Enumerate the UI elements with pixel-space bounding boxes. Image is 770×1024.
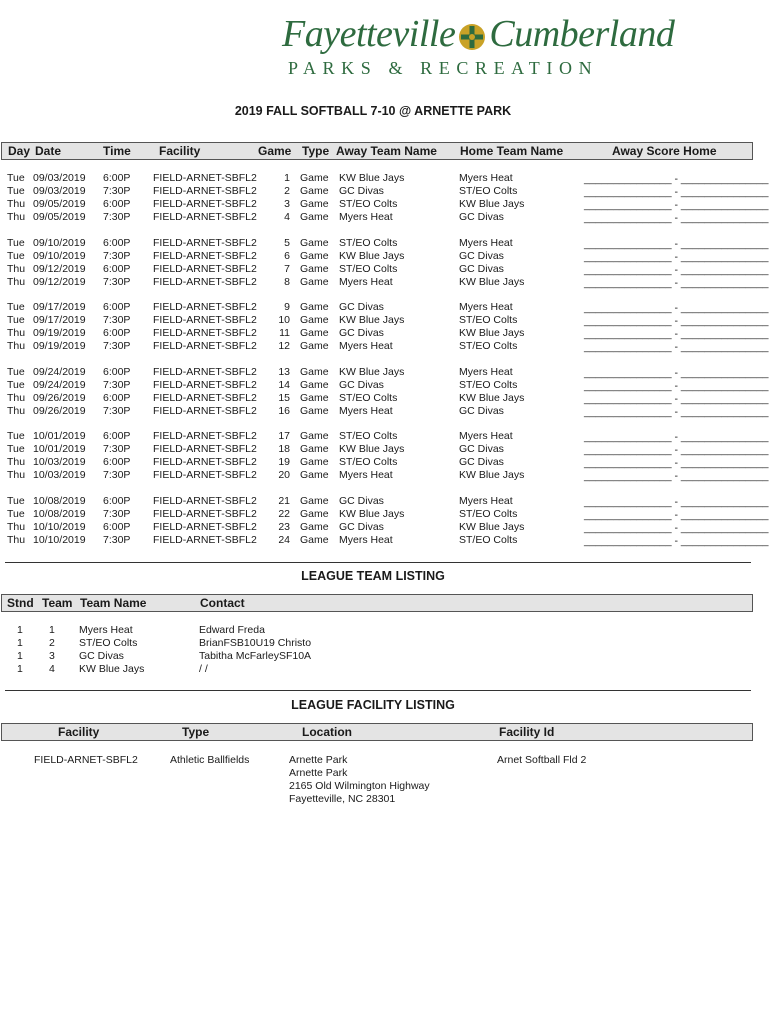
row-away-team: Myers Heat (339, 340, 393, 353)
row-away-team: GC Divas (339, 378, 384, 391)
row-type: Game (300, 404, 329, 417)
col-away: Away Team Name (336, 144, 437, 158)
row-date: 10/10/2019 (33, 521, 86, 533)
row-type: Game (300, 378, 329, 391)
col-contact: Contact (200, 596, 245, 610)
row-game-number: 24 (278, 534, 290, 546)
team-header-row (1, 594, 753, 612)
score-entry-blank[interactable]: _______________ - _______________ (584, 186, 769, 198)
row-facility: FIELD-ARNET-SBFL2 (153, 275, 257, 288)
row-team: 4 (49, 663, 55, 675)
score-entry-blank[interactable]: _______________ - _______________ (584, 173, 769, 185)
row-type: Game (300, 443, 329, 456)
row-day: Tue (7, 172, 25, 184)
row-game-number: 21 (278, 495, 290, 507)
row-day: Thu (7, 275, 26, 288)
row-day: Tue (7, 508, 25, 520)
row-away-team: GC Divas (339, 327, 384, 340)
section-divider (5, 690, 751, 691)
row-time: 6:00P (103, 301, 131, 314)
row-day: Tue (7, 185, 25, 197)
row-away-team: KW Blue Jays (339, 443, 405, 456)
row-day: Thu (7, 327, 26, 340)
row-away-team: GC Divas (339, 301, 384, 314)
col-day: Day (8, 144, 31, 158)
row-type: Game (300, 236, 329, 249)
row-day: Thu (7, 404, 26, 417)
team-listing-title: LEAGUE TEAM LISTING (301, 569, 445, 583)
row-time: 6:00P (103, 262, 131, 275)
row-away-team: KW Blue Jays (339, 249, 405, 262)
row-away-team: ST/EO Colts (339, 391, 398, 404)
row-date: 09/19/2019 (33, 340, 86, 353)
row-contact: BrianFSB10U19 Christo (199, 637, 312, 649)
row-game-number: 14 (278, 378, 290, 391)
row-date: 09/10/2019 (33, 236, 86, 249)
row-game-number: 23 (278, 521, 290, 533)
row-away-team: KW Blue Jays (339, 508, 405, 520)
row-date: 10/08/2019 (33, 495, 86, 507)
row-time: 6:00P (103, 365, 131, 378)
row-type: Athletic Ballfields (170, 754, 250, 766)
row-game-number: 18 (278, 443, 290, 456)
row-time: 6:00P (103, 327, 131, 340)
row-facility: FIELD-ARNET-SBFL2 (153, 469, 257, 482)
row-game-number: 22 (278, 508, 290, 520)
row-day: Tue (7, 236, 25, 249)
schedule-header-row (1, 142, 753, 160)
row-facility: FIELD-ARNET-SBFL2 (153, 391, 257, 404)
row-home-team: ST/EO Colts (459, 378, 518, 391)
row-away-team: KW Blue Jays (339, 172, 405, 184)
logo-subtitle: PARKS & RECREATION (288, 58, 599, 78)
row-time: 6:00P (103, 236, 131, 249)
score-entry-blank[interactable]: _______________ - _______________ (584, 237, 769, 250)
score-entry-blank[interactable]: _______________ - _______________ (584, 263, 769, 276)
row-date: 09/12/2019 (33, 275, 86, 288)
row-location-line: Fayetteville, NC 28301 (289, 793, 396, 805)
row-type: Game (300, 469, 329, 482)
score-entry-blank[interactable]: _______________ - _______________ (584, 302, 769, 315)
row-away-team: KW Blue Jays (339, 365, 405, 378)
col-type: Type (182, 725, 210, 739)
row-contact: / / (199, 663, 208, 675)
row-team: 3 (49, 650, 55, 662)
row-away-team: Myers Heat (339, 404, 393, 417)
row-time: 6:00P (103, 495, 131, 507)
row-day: Tue (7, 314, 25, 327)
row-game-number: 13 (278, 365, 290, 378)
row-team-name: ST/EO Colts (79, 637, 138, 649)
row-game-number: 12 (278, 340, 290, 353)
row-home-team: Myers Heat (459, 430, 513, 443)
score-entry-blank[interactable]: _______________ - _______________ (584, 535, 769, 547)
row-team-name: Myers Heat (79, 624, 133, 636)
row-time: 7:30P (103, 185, 131, 197)
row-date: 09/26/2019 (33, 404, 86, 417)
row-date: 09/17/2019 (33, 314, 86, 327)
row-away-team: ST/EO Colts (339, 456, 398, 469)
col-date: Date (35, 144, 62, 158)
row-date: 09/05/2019 (33, 198, 86, 210)
row-type: Game (300, 301, 329, 314)
row-facility: FIELD-ARNET-SBFL2 (153, 198, 257, 210)
row-date: 10/01/2019 (33, 430, 86, 443)
row-facility: FIELD-ARNET-SBFL2 (153, 456, 257, 469)
row-date: 09/12/2019 (33, 262, 86, 275)
row-date: 09/17/2019 (33, 301, 86, 314)
row-type: Game (300, 198, 329, 210)
score-entry-blank[interactable]: _______________ - _______________ (584, 522, 769, 534)
row-away-team: Myers Heat (339, 211, 393, 223)
col-location: Location (302, 725, 352, 739)
row-day: Tue (7, 430, 25, 443)
row-type: Game (300, 534, 329, 546)
row-day: Tue (7, 249, 25, 262)
row-home-team: ST/EO Colts (459, 340, 518, 353)
row-home-team: GC Divas (459, 262, 504, 275)
row-facility: FIELD-ARNET-SBFL2 (34, 754, 138, 766)
row-time: 6:00P (103, 391, 131, 404)
row-location-line: Arnette Park (289, 767, 348, 779)
row-date: 09/26/2019 (33, 391, 86, 404)
row-home-team: KW Blue Jays (459, 198, 525, 210)
row-type: Game (300, 327, 329, 340)
row-home-team: ST/EO Colts (459, 534, 518, 546)
col-score: Away Score Home (612, 144, 717, 158)
row-day: Thu (7, 211, 26, 223)
logo-wordmark (282, 12, 674, 56)
row-game-number: 16 (278, 404, 290, 417)
row-home-team: Myers Heat (459, 365, 513, 378)
row-time: 7:30P (103, 249, 131, 262)
row-time: 7:30P (103, 314, 131, 327)
row-game-number: 9 (284, 301, 290, 314)
row-away-team: ST/EO Colts (339, 236, 398, 249)
row-facility: FIELD-ARNET-SBFL2 (153, 211, 257, 223)
col-facility-id: Facility Id (499, 725, 555, 739)
row-date: 09/03/2019 (33, 185, 86, 197)
row-facility: FIELD-ARNET-SBFL2 (153, 521, 257, 533)
row-stnd: 1 (17, 637, 23, 649)
score-entry-blank[interactable]: _______________ - _______________ (584, 212, 769, 224)
row-facility: FIELD-ARNET-SBFL2 (153, 236, 257, 249)
row-day: Tue (7, 378, 25, 391)
row-team-name: KW Blue Jays (79, 663, 145, 675)
col-team-name: Team Name (80, 596, 147, 610)
row-time: 6:00P (103, 456, 131, 469)
col-facility: Facility (58, 725, 100, 739)
row-facility: FIELD-ARNET-SBFL2 (153, 378, 257, 391)
row-game-number: 17 (278, 430, 290, 443)
row-day: Tue (7, 443, 25, 456)
row-away-team: Myers Heat (339, 534, 393, 546)
row-game-number: 5 (284, 236, 290, 249)
row-away-team: ST/EO Colts (339, 430, 398, 443)
row-date: 09/24/2019 (33, 378, 86, 391)
score-entry-blank[interactable]: _______________ - _______________ (584, 366, 769, 379)
row-day: Tue (7, 495, 25, 507)
facility-header-row (1, 723, 753, 741)
score-entry-blank[interactable]: _______________ - _______________ (584, 496, 769, 508)
row-away-team: ST/EO Colts (339, 262, 398, 275)
row-facility: FIELD-ARNET-SBFL2 (153, 443, 257, 456)
score-entry-blank[interactable]: _______________ - _______________ (584, 379, 769, 392)
row-home-team: KW Blue Jays (459, 391, 525, 404)
row-date: 10/10/2019 (33, 534, 86, 546)
row-game-number: 15 (278, 391, 290, 404)
row-time: 7:30P (103, 508, 131, 520)
logo-city-left: Fayetteville (282, 13, 456, 55)
row-date: 09/19/2019 (33, 327, 86, 340)
row-facility: FIELD-ARNET-SBFL2 (153, 185, 257, 197)
row-contact: Edward Freda (199, 624, 265, 636)
row-stnd: 1 (17, 650, 23, 662)
row-home-team: ST/EO Colts (459, 314, 518, 327)
row-game-number: 2 (284, 185, 290, 197)
facility-listing-title: LEAGUE FACILITY LISTING (291, 698, 455, 712)
row-type: Game (300, 340, 329, 353)
section-divider (5, 562, 751, 563)
row-stnd: 1 (17, 663, 23, 675)
score-entry-blank[interactable]: _______________ - _______________ (584, 199, 769, 211)
row-date: 10/01/2019 (33, 443, 86, 456)
row-date: 09/03/2019 (33, 172, 86, 184)
row-type: Game (300, 495, 329, 507)
score-entry-blank[interactable]: _______________ - _______________ (584, 509, 769, 521)
score-entry-blank[interactable]: _______________ - _______________ (584, 315, 769, 328)
row-date: 10/03/2019 (33, 456, 86, 469)
row-home-team: Myers Heat (459, 172, 513, 184)
row-type: Game (300, 391, 329, 404)
row-home-team: GC Divas (459, 443, 504, 456)
row-day: Thu (7, 262, 26, 275)
row-home-team: KW Blue Jays (459, 327, 525, 340)
row-time: 7:30P (103, 534, 131, 546)
row-facility: FIELD-ARNET-SBFL2 (153, 365, 257, 378)
row-type: Game (300, 456, 329, 469)
row-home-team: GC Divas (459, 404, 504, 417)
row-day: Thu (7, 340, 26, 353)
row-away-team: Myers Heat (339, 275, 393, 288)
score-entry-blank[interactable]: _______________ - _______________ (584, 444, 769, 457)
row-facility: FIELD-ARNET-SBFL2 (153, 172, 257, 184)
col-time: Time (103, 144, 131, 158)
row-home-team: KW Blue Jays (459, 469, 525, 482)
row-stnd: 1 (17, 624, 23, 636)
row-facility: FIELD-ARNET-SBFL2 (153, 340, 257, 353)
row-time: 7:30P (103, 275, 131, 288)
row-time: 7:30P (103, 340, 131, 353)
parks-recreation-logo (282, 12, 675, 78)
row-home-team: GC Divas (459, 211, 504, 223)
row-facility-id: Arnet Softball Fld 2 (497, 754, 587, 766)
score-entry-blank[interactable]: _______________ - _______________ (584, 276, 769, 289)
row-home-team: KW Blue Jays (459, 521, 525, 533)
row-game-number: 11 (279, 327, 290, 340)
score-entry-blank[interactable]: _______________ - _______________ (584, 431, 769, 444)
row-time: 6:00P (103, 172, 131, 184)
row-time: 7:30P (103, 211, 131, 223)
col-facility: Facility (159, 144, 201, 158)
row-home-team: GC Divas (459, 249, 504, 262)
row-away-team: GC Divas (339, 495, 384, 507)
row-game-number: 7 (284, 262, 290, 275)
row-type: Game (300, 430, 329, 443)
row-facility: FIELD-ARNET-SBFL2 (153, 404, 257, 417)
row-time: 7:30P (103, 469, 131, 482)
row-game-number: 8 (284, 275, 290, 288)
row-facility: FIELD-ARNET-SBFL2 (153, 249, 257, 262)
row-type: Game (300, 172, 329, 184)
row-game-number: 19 (278, 456, 290, 469)
row-date: 10/08/2019 (33, 508, 86, 520)
row-type: Game (300, 262, 329, 275)
row-game-number: 3 (284, 198, 290, 210)
row-home-team: Myers Heat (459, 236, 513, 249)
row-day: Thu (7, 391, 26, 404)
row-facility: FIELD-ARNET-SBFL2 (153, 301, 257, 314)
row-location-line: 2165 Old Wilmington Highway (289, 780, 430, 792)
row-day: Thu (7, 521, 26, 533)
row-team-name: GC Divas (79, 650, 124, 662)
row-type: Game (300, 521, 329, 533)
row-time: 6:00P (103, 521, 131, 533)
col-type: Type (302, 144, 330, 158)
row-date: 09/24/2019 (33, 365, 86, 378)
row-game-number: 10 (278, 314, 290, 327)
row-away-team: KW Blue Jays (339, 314, 405, 327)
row-home-team: ST/EO Colts (459, 508, 518, 520)
row-day: Tue (7, 301, 25, 314)
row-home-team: Myers Heat (459, 301, 513, 314)
cross-emblem-icon (457, 22, 487, 52)
row-away-team: GC Divas (339, 521, 384, 533)
row-home-team: GC Divas (459, 456, 504, 469)
row-type: Game (300, 249, 329, 262)
row-game-number: 6 (284, 249, 290, 262)
row-date: 09/05/2019 (33, 211, 86, 223)
score-entry-blank[interactable]: _______________ - _______________ (584, 250, 769, 263)
row-home-team: Myers Heat (459, 495, 513, 507)
row-facility: FIELD-ARNET-SBFL2 (153, 327, 257, 340)
row-time: 7:30P (103, 443, 131, 456)
row-day: Thu (7, 469, 26, 482)
row-type: Game (300, 365, 329, 378)
row-time: 7:30P (103, 378, 131, 391)
row-day: Tue (7, 365, 25, 378)
score-entry-blank[interactable]: _______________ - _______________ (584, 470, 769, 483)
score-entry-blank[interactable]: _______________ - _______________ (584, 341, 769, 354)
row-type: Game (300, 508, 329, 520)
row-home-team: ST/EO Colts (459, 185, 518, 197)
row-away-team: Myers Heat (339, 469, 393, 482)
row-location-line: Arnette Park (289, 754, 348, 766)
row-facility: FIELD-ARNET-SBFL2 (153, 534, 257, 546)
col-team: Team (42, 596, 73, 610)
row-type: Game (300, 314, 329, 327)
row-day: Thu (7, 456, 26, 469)
row-facility: FIELD-ARNET-SBFL2 (153, 430, 257, 443)
row-type: Game (300, 211, 329, 223)
logo-city-right: Cumberland (489, 13, 675, 55)
row-date: 09/10/2019 (33, 249, 86, 262)
row-time: 6:00P (103, 430, 131, 443)
score-entry-blank[interactable]: _______________ - _______________ (584, 328, 769, 341)
row-day: Thu (7, 198, 26, 210)
row-game-number: 20 (278, 469, 290, 482)
col-stnd: Stnd (7, 596, 34, 610)
row-contact: Tabitha McFarleySF10A (199, 650, 312, 662)
row-facility: FIELD-ARNET-SBFL2 (153, 262, 257, 275)
row-team: 2 (49, 637, 55, 649)
row-time: 7:30P (103, 404, 131, 417)
row-facility: FIELD-ARNET-SBFL2 (153, 508, 257, 520)
row-home-team: KW Blue Jays (459, 275, 525, 288)
score-entry-blank[interactable]: _______________ - _______________ (584, 405, 769, 418)
col-game: Game (258, 144, 292, 158)
col-home: Home Team Name (460, 144, 564, 158)
row-away-team: ST/EO Colts (339, 198, 398, 210)
row-game-number: 4 (284, 211, 290, 223)
score-entry-blank[interactable]: _______________ - _______________ (584, 392, 769, 405)
score-entry-blank[interactable]: _______________ - _______________ (584, 457, 769, 470)
row-facility: FIELD-ARNET-SBFL2 (153, 314, 257, 327)
row-facility: FIELD-ARNET-SBFL2 (153, 495, 257, 507)
schedule-title: 2019 FALL SOFTBALL 7-10 @ ARNETTE PARK (234, 104, 512, 118)
row-date: 10/03/2019 (33, 469, 86, 482)
row-time: 6:00P (103, 198, 131, 210)
row-away-team: GC Divas (339, 185, 384, 197)
row-type: Game (300, 185, 329, 197)
row-team: 1 (49, 624, 55, 636)
row-type: Game (300, 275, 329, 288)
row-game-number: 1 (284, 172, 290, 184)
row-day: Thu (7, 534, 26, 546)
